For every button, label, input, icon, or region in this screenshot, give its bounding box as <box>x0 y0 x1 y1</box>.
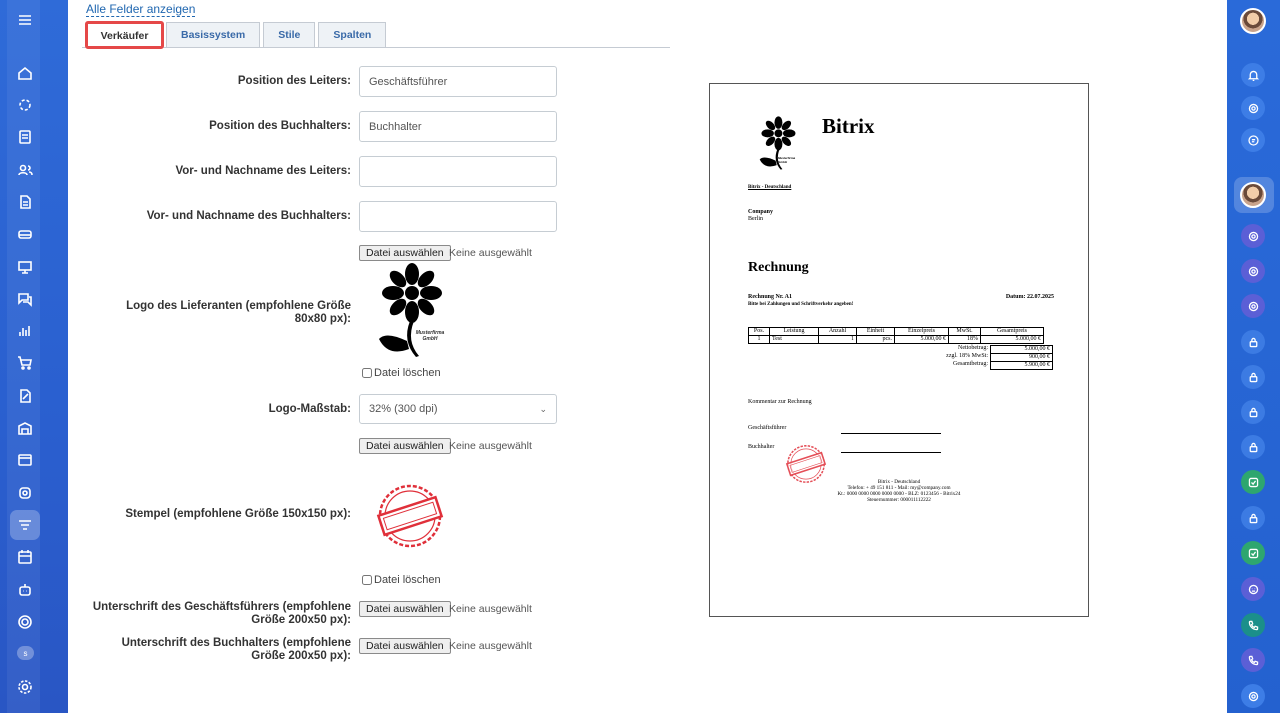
logo-choose-file-button[interactable]: Datei auswählen <box>359 245 451 261</box>
head-signature-label: Unterschrift des Geschäftsführers (empfohlene Größe 200x50 px): <box>92 601 351 626</box>
lock-icon-1[interactable] <box>1241 330 1265 354</box>
vat-label: zzgl. 18% MwSt: <box>946 353 988 359</box>
message-icon[interactable] <box>1241 128 1265 152</box>
lock-icon-5[interactable] <box>1241 506 1265 530</box>
preview-sig-accountant-line <box>841 452 941 453</box>
settings-gear-icon[interactable] <box>10 672 40 702</box>
copilot-icon[interactable] <box>1241 96 1265 120</box>
table-header-cell: Gesamtpreis <box>981 328 1044 336</box>
preview-buyer-company: Company <box>748 209 774 215</box>
preview-sig-head-line <box>841 433 941 434</box>
logo-caption <box>410 330 450 342</box>
sign-icon[interactable] <box>10 381 40 411</box>
net-label: Nettobetrag: <box>958 345 988 351</box>
table-row <box>749 336 1044 344</box>
user-initial-avatar[interactable]: s <box>17 646 34 660</box>
table-cell: 18% <box>949 336 981 344</box>
invoice-preview <box>709 83 1089 617</box>
tab-stile[interactable]: Stile <box>263 22 315 47</box>
preview-doc-title: Rechnung <box>748 260 809 275</box>
chevron-down-icon: ⌄ <box>539 403 547 414</box>
robot-icon[interactable] <box>10 575 40 605</box>
logo-scale-value: 32% (300 dpi) <box>369 403 438 415</box>
logo-flower-image <box>376 261 450 359</box>
table-cell: Test <box>770 336 819 344</box>
automation-icon[interactable] <box>10 478 40 508</box>
table-cell: 5.000,00 € <box>895 336 949 344</box>
contact-avatar[interactable] <box>1240 182 1266 208</box>
analytics-icon[interactable] <box>10 316 40 346</box>
tab-verkaeufer[interactable]: Verkäufer <box>86 22 163 48</box>
presentation-icon[interactable] <box>10 252 40 282</box>
total-value: 5.900,00 € <box>990 361 1053 370</box>
table-header-cell: Pos. <box>749 328 770 336</box>
total-label: Gesamtbetrag: <box>953 361 988 367</box>
target-icon[interactable] <box>10 607 40 637</box>
table-cell: 5.000,00 € <box>981 336 1044 344</box>
vat-value: 900,00 € <box>990 353 1053 362</box>
head-signature-choose-file-button[interactable]: Datei auswählen <box>359 601 451 617</box>
user-avatar[interactable] <box>1240 8 1266 34</box>
documents-icon[interactable] <box>10 187 40 217</box>
show-all-fields-link[interactable]: Alle Felder anzeigen <box>86 2 196 16</box>
preview-total-row <box>953 361 1053 370</box>
table-header-cell: MwSt. <box>949 328 981 336</box>
left-sidebar <box>0 0 68 713</box>
task-check-icon-2[interactable] <box>1241 541 1265 565</box>
table-cell: 1 <box>749 336 770 344</box>
chat-icon[interactable] <box>10 284 40 314</box>
preview-sig-head: Geschäftsführer <box>748 425 787 431</box>
lock-icon-3[interactable] <box>1241 400 1265 424</box>
stamp-delete-check[interactable] <box>362 575 372 585</box>
accountant-signature-choose-file-button[interactable]: Datei auswählen <box>359 638 451 654</box>
preview-invoice-date: Datum: 22.07.2025 <box>1005 294 1054 300</box>
call-icon[interactable] <box>1241 648 1265 672</box>
table-header-cell: Einheit <box>857 328 895 336</box>
preview-footer <box>710 479 1088 503</box>
preview-sig-accountant: Buchhalter <box>748 444 775 450</box>
menu-icon[interactable] <box>10 5 40 35</box>
drive-icon[interactable] <box>10 219 40 249</box>
table-header-cell: Leistung <box>770 328 819 336</box>
logo-scale-label: Logo-Maßstab: <box>268 403 351 415</box>
head-name-label: Vor- und Nachname des Leiters: <box>175 165 351 177</box>
filter-icon[interactable] <box>10 510 40 540</box>
stamp-delete-checkbox[interactable] <box>362 574 441 586</box>
preview-invoice-table <box>748 327 1044 344</box>
preview-logo-caption <box>778 156 795 164</box>
table-cell: pcs. <box>857 336 895 344</box>
channel-icon-1[interactable] <box>1241 224 1265 248</box>
accountant-signature-file-status: Keine ausgewählt <box>449 640 532 652</box>
head-name-input[interactable] <box>359 156 557 187</box>
stamp-delete-label: Datei löschen <box>374 574 441 586</box>
table-header-cell: Anzahl <box>819 328 857 336</box>
stamp-file-status: Keine ausgewählt <box>449 440 532 452</box>
head-signature-file-status: Keine ausgewählt <box>449 603 532 615</box>
sites-icon[interactable] <box>10 445 40 475</box>
bell-icon[interactable] <box>1241 63 1265 87</box>
channel-icon-3[interactable] <box>1241 294 1265 318</box>
preview-comment: Kommentar zur Rechnung <box>748 399 812 405</box>
logo-caption-line-1: Musterfirma <box>415 330 445 336</box>
head-position-label: Position des Leiters: <box>237 75 351 87</box>
logo-label: Logo des Lieferanten (empfohlene Größe 80x80 px): <box>126 300 351 325</box>
footer-line: Steuernummer: 000011112222 <box>867 497 931 503</box>
task-check-icon-1[interactable] <box>1241 470 1265 494</box>
footer-line: Kt.: 0000 0000 0000 0000 0000 - BLZ: 0123456 - Bitrix24 <box>837 491 961 497</box>
footer-line: Telefon: + 49 151 811 - Mail: my@company.com <box>847 485 951 491</box>
settings-tabs <box>86 22 389 48</box>
lock-icon-4[interactable] <box>1241 435 1265 459</box>
logo-delete-check[interactable] <box>362 368 372 378</box>
preview-logo-caption-line-1: Musterfirma <box>778 156 796 160</box>
preview-logo-image <box>758 113 800 173</box>
table-header-cell: Einzelpreis <box>895 328 949 336</box>
accountant-signature-label: Unterschrift des Buchhalters (empfohlene Größe 200x50 px): <box>121 637 351 662</box>
accountant-name-input[interactable] <box>359 201 557 232</box>
preview-payment-note: Bitte bei Zahlungen und Schriftverkehr angeben! <box>748 302 854 307</box>
lock-icon-2[interactable] <box>1241 365 1265 389</box>
bot-icon[interactable] <box>1241 577 1265 601</box>
net-value: 5.000,00 € <box>990 345 1053 354</box>
table-header-row <box>749 328 1044 336</box>
stamp-choose-file-button[interactable]: Datei auswählen <box>359 438 451 454</box>
head-position-input[interactable] <box>359 66 557 97</box>
flow-icon[interactable] <box>10 90 40 120</box>
accountant-position-input[interactable] <box>359 111 557 142</box>
logo-delete-label: Datei löschen <box>374 367 441 379</box>
warehouse-icon[interactable] <box>10 413 40 443</box>
accountant-name-label: Vor- und Nachname des Buchhalters: <box>146 210 351 222</box>
home-icon[interactable] <box>10 58 40 88</box>
footer-line: Bitrix - Deutschland <box>877 479 921 485</box>
logo-scale-select[interactable] <box>359 394 557 424</box>
contacts-icon[interactable] <box>10 155 40 185</box>
logo-file-status: Keine ausgewählt <box>449 247 532 259</box>
preview-logo-caption-line-2: GmbH <box>778 160 787 164</box>
tab-spalten[interactable]: Spalten <box>318 22 386 47</box>
preview-seller-line: Bitrix - Deutschland <box>748 185 792 190</box>
logo-delete-checkbox[interactable] <box>362 367 441 379</box>
table-cell: 1 <box>819 336 857 344</box>
stamp-image <box>374 483 446 549</box>
preview-company-title: Bitrix <box>822 114 875 138</box>
shop-cart-icon[interactable] <box>10 348 40 378</box>
preview-stamp-image <box>784 444 828 484</box>
calendar-icon[interactable] <box>10 542 40 572</box>
accountant-position-label: Position des Buchhalters: <box>209 120 351 132</box>
preview-invoice-number: Rechnung Nr. A1 <box>748 294 792 300</box>
copilot-bottom-icon[interactable] <box>1241 684 1265 708</box>
phone-icon[interactable] <box>1241 613 1265 637</box>
stamp-label: Stempel (empfohlene Größe 150x150 px): <box>125 508 351 520</box>
channel-icon-2[interactable] <box>1241 259 1265 283</box>
right-sidebar <box>1227 0 1280 713</box>
tab-basissystem[interactable]: Basissystem <box>166 22 260 47</box>
tasks-icon[interactable] <box>10 122 40 152</box>
preview-buyer-city: Berlin <box>748 216 763 222</box>
logo-caption-line-2: GmbH <box>422 336 438 342</box>
